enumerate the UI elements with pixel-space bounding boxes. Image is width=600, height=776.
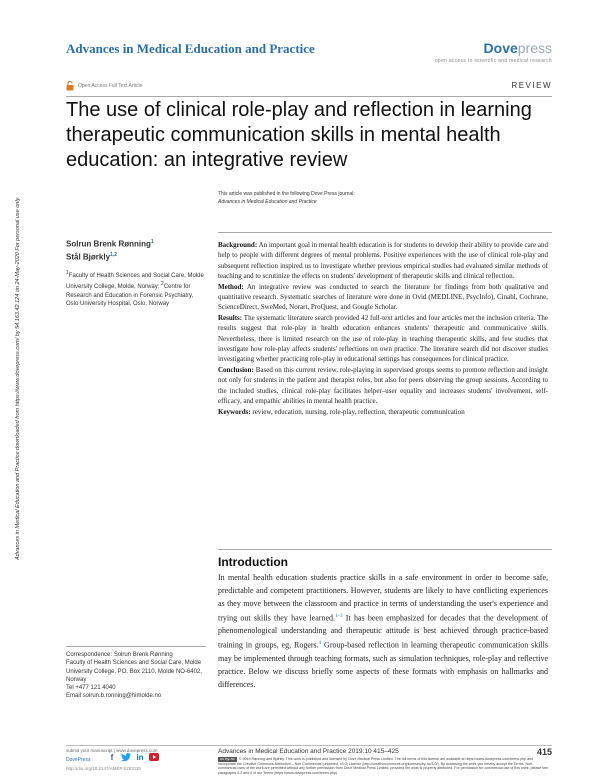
publisher-suffix: press (517, 40, 552, 56)
article-title: The use of clinical role-play and reflection in learning therapeutic communication skills in mental health education: an integrative review (66, 99, 532, 171)
publication-note (218, 190, 355, 206)
abstract-results: Results: The systematic literature search provided 42 full-text articles and four articles met the inclusion criteria. The results suggest that role-play in health education enhances students' therapeutic and communicative skills. Nevertheless, there is limited research on the use of role-play in teaching therapeutic skills, and few studies that investigate how role-play affects students' reflections on own practice. The literature search did not discover studies investigating whether practicing role-play in educational settings has consequences for clinical practice. (218, 313, 548, 364)
youtube-icon[interactable] (149, 753, 159, 763)
introduction-body: In mental health education students practice skills in a safe environment in order to become safe, predictable and competent practitioners. However, students are likely to have conflicting experiences as they move between the classroom and practice in terms of understanding the user's experience and trying out skills they have learned.$^{1-3}$ It has been emphasized for decades that the development of phenomenological understanding and therapeutic attitude is best achieved through practice-based training in groups, eg, Rogers.$^4$ Group-based reflection in learning therapeutic communication skills may be implemented through teaching formats, such as simulation techniques, role-play and reflective practice. Below we discuss briefly some aspects of these formats with emphasis on hallmarks and differences. (218, 573, 549, 689)
footer-citation: Advances in Medical Education and Practice 2019:10 415–425 (218, 748, 399, 755)
article-type: REVIEW (511, 81, 552, 90)
citation-link[interactable]: 4 (318, 641, 322, 647)
divider (66, 745, 552, 746)
author-affil-sup: 1 (150, 239, 154, 245)
abstract (218, 240, 548, 417)
linkedin-icon[interactable]: in (136, 753, 144, 762)
publisher-tagline: open access to scientific and medical research (434, 58, 552, 64)
divider (218, 232, 552, 233)
doi-link[interactable]: http://doi.org/10.2147/AMEP.S253115 (66, 766, 141, 771)
abstract-method: Method: An integrative review was conducted to search the literature for findings from both qualitative and quantitative research. Systematic searches of literature were done in Ovid (MEDLINE, PsycInfo), Cinahl, Cochrane, ScienceDirect, SweMed, Norart, ProQuest, and Google Scholar. (218, 282, 548, 312)
divider (66, 646, 206, 647)
license-text: cc by-nc © 2019 Rønning and Bjørkly. This work is published and licensed by Dove Medical Press Limited. The full terms of this license are available at https://www.dovepress.com/terms.php and incorporate the Creative Commons Attribution – Non Commercial (unported, v3.0) License (http://creativecommons.org/licenses/by-nc/3.0/). By accessing the work you hereby accept the Terms. Non-commercial uses of the work are permitted without any further permission from Dove Medical Press Limited, provided the work is properly attributed. For permission for commercial use of this work, please see paragraphs 4.2 and 5 of our Terms (https://www.dovepress.com/terms.php). (218, 756, 548, 775)
footer-brand: DovePress (66, 757, 91, 763)
divider (66, 96, 552, 97)
cc-license-badge[interactable]: cc by-nc (220, 756, 235, 761)
author-name[interactable]: Stål Bjørkly (66, 252, 111, 262)
journal-name: Advances in Medical Education and Practice (66, 41, 315, 56)
publication-note-line: This article was published in the following Dove Press journal: (218, 191, 355, 197)
author-affil-sup: 1,2 (110, 251, 117, 258)
author-name[interactable]: Solrun Brenk Rønning (66, 239, 151, 249)
page-number: 415 (536, 747, 552, 757)
social-links (107, 753, 159, 763)
abstract-conclusion: Conclusion: Based on this current review, role-playing in supervised groups seems to promote reflection and insight not only for students in the patient and therapist roles, but also for peers observing the group sessions. According to the included studies, clinical role-play facilitates helper–user equality and increases students' involvement, self-efficacy, and empathic abilities in mental health practice. (218, 365, 548, 406)
abstract-background: Background: An important goal in mental health education is for students to develop their ability to provide care and help to people with different degrees of mental problems. Positive experiences with the use of clinical role-play and subsequent reflection inspired us to investigate whether previous empirical studies had evaluated similar methods of teaching and to scrutinize the effects on students' development of therapeutic skills and clinical reflection. (218, 241, 548, 281)
publisher-logo[interactable] (484, 40, 552, 56)
section-heading-introduction: Introduction (218, 555, 288, 569)
correspondence: Correspondence: Solrun Brenk Rønning Faculty of Health Sciences and Social Care, Molde University College, PO. Box 2110, Molde NO-6402, Norway Tel +477 121 4040 Email solrun.b.ronning@himolde.no (66, 651, 208, 701)
open-access-label (66, 81, 142, 91)
submit-manuscript-link[interactable]: submit your manuscript | www.dovepress.com (66, 748, 158, 753)
correspondence-email[interactable]: Email solrun.b.ronning@himolde.no (66, 693, 162, 700)
citation-link[interactable]: 1–3 (335, 613, 343, 619)
twitter-icon[interactable] (121, 753, 131, 763)
open-lock-icon (66, 81, 74, 91)
abstract-keywords: Keywords: review, education, nursing, role-play, reflection, therapeutic communication (218, 407, 465, 416)
publication-journal-link[interactable]: Advances in Medical Education and Practice (218, 199, 317, 205)
affiliations: $^1$Faculty of Health Sciences and Social Care, Molde University College, Molde, Norway; $^2$Centre for Research and Education in Forensic Psychiatry, Oslo University Hospital, Oslo, Norway (66, 270, 204, 308)
open-access-text: Open Access Full Text Article (78, 83, 143, 89)
divider (218, 549, 552, 550)
download-watermark: Advances in Medical Education and Practice downloaded from https://www.dovepress.com/ by 54.163.42.124 on 24-May-2020 For personal use only. (15, 196, 21, 560)
author-list (66, 237, 154, 262)
facebook-icon[interactable]: f (110, 753, 114, 762)
publisher-brand: Dove (483, 40, 518, 56)
